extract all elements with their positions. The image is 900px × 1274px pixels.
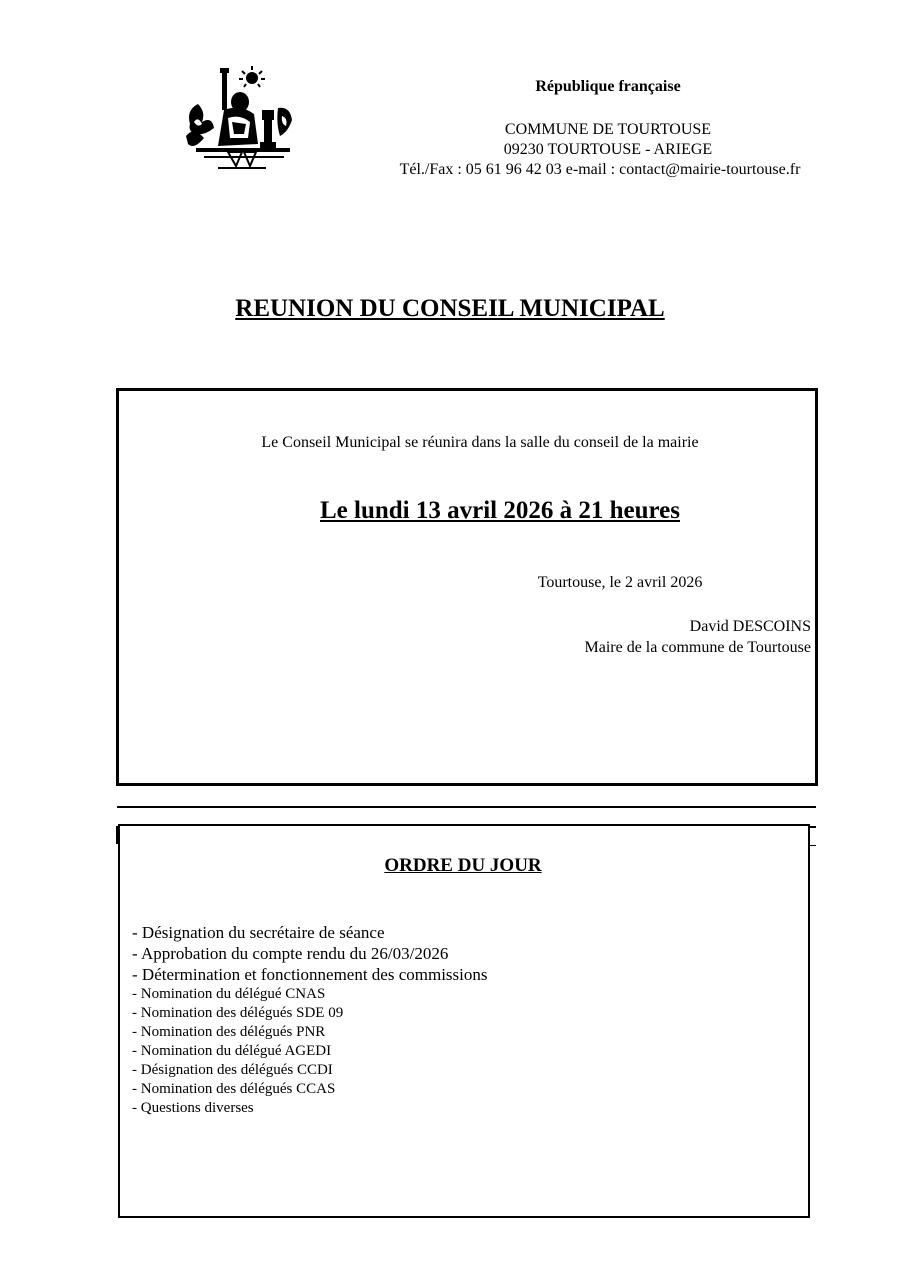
agenda-item: - Approbation du compte rendu du 26/03/2026 [132,944,449,963]
agenda-item: - Nomination des délégués SDE 09 [132,1005,344,1021]
page-title: REUNION DU CONSEIL MUNICIPAL [235,295,665,322]
agenda-item: - Détermination et fonctionnement des commissions [132,965,488,984]
convocation-intro: Le Conseil Municipal se réunira dans la salle du conseil de la mairie [261,434,699,451]
country-heading: République française [535,78,681,95]
commune-block [440,120,776,160]
agenda-list [132,922,792,1118]
agenda-item: - Désignation du secrétaire de séance [132,923,385,942]
agenda-item: - Nomination du délégué CNAS [132,986,326,1002]
agenda-title: ORDRE DU JOUR [384,855,542,876]
signatory-role: Maire de la commune de Tourtouse [584,639,811,656]
separator-rule [117,806,816,808]
signature-block [411,616,811,658]
coat-of-arms-seal-icon [184,66,296,172]
meeting-date: Le lundi 13 avril 2026 à 21 heures [320,497,680,524]
agenda-item: - Nomination des délégués CCAS [132,1081,336,1097]
agenda-item: - Désignation des délégués CCDI [132,1062,333,1078]
place-and-date: Tourtouse, le 2 avril 2026 [537,574,703,591]
signatory-name: David DESCOINS [689,618,811,635]
agenda-item: - Nomination du délégué AGEDI [132,1043,332,1059]
commune-name: COMMUNE DE TOURTOUSE [504,121,712,138]
agenda-item: - Questions diverses [132,1100,254,1116]
agenda-item: - Nomination des délégués PNR [132,1024,326,1040]
commune-address: 09230 TOURTOUSE - ARIEGE [503,141,713,158]
contact-line: Tél./Fax : 05 61 96 42 03 e-mail : contact@mairie-tourtouse.fr [399,161,801,178]
